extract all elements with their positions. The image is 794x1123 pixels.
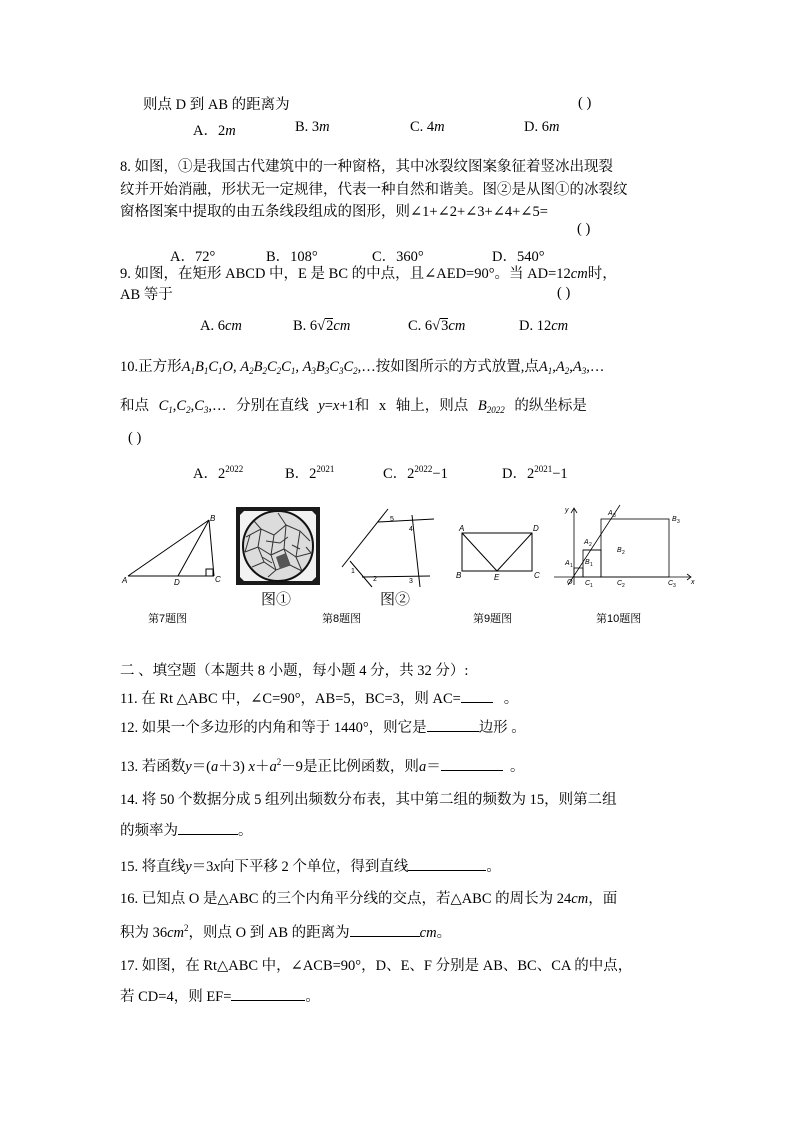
q9-option-d: D. 12cm bbox=[519, 318, 569, 334]
q9-line1: 9. 如图，在矩形 ABCD 中，E 是 BC 的中点，且∠AED=90°。当 AD=12cm时， bbox=[120, 266, 617, 282]
figure-10-caption: 第10题图 bbox=[596, 613, 642, 625]
svg-text:2: 2 bbox=[373, 576, 377, 583]
svg-text:3: 3 bbox=[613, 513, 616, 519]
svg-text:D: D bbox=[533, 525, 539, 533]
q9-option-b: B. 6√2cm bbox=[293, 318, 351, 334]
q7-option-d: D. 6m bbox=[524, 119, 560, 135]
q14-line1: 14. 将 50 个数据分成 5 组列出频数分布表，其中第二组的频数为 15，则第二组 bbox=[120, 792, 617, 808]
q13: 13. 若函数y＝(a＋3) $x+a^2-9$是正比例函数，则a＝ 。 bbox=[120, 757, 525, 775]
svg-text:3: 3 bbox=[409, 578, 413, 585]
figure-8-five-segments bbox=[340, 507, 436, 589]
svg-text:C: C bbox=[617, 580, 623, 587]
svg-text:A: A bbox=[459, 525, 465, 533]
svg-text:A: A bbox=[584, 539, 589, 546]
q10-line2: 和点 $C_1,C_2,C_3,\dots$ 分别在直线 y=x+1和 x 轴上，则点 $B_{2022}$ 的纵坐标是 bbox=[120, 398, 587, 415]
figure-8-caption: 第8题图 bbox=[322, 613, 362, 625]
q16-answer-blank[interactable] bbox=[350, 922, 420, 937]
q9-line2: AB 等于 bbox=[120, 287, 173, 303]
q13-answer-blank[interactable] bbox=[441, 756, 503, 771]
q8-line1: 8. 如图，①是我国古代建筑中的一种窗格，其中冰裂纹图案象征着竖冰出现裂 bbox=[120, 159, 613, 175]
q8-option-b: B．108° bbox=[266, 249, 318, 265]
svg-text:D: D bbox=[174, 578, 180, 586]
q14-answer-blank[interactable] bbox=[178, 820, 238, 835]
q15: 15. 将直线y＝3x向下平移 2 个单位，得到直线 。 bbox=[120, 856, 501, 877]
figure-8-label-1: 图① bbox=[261, 592, 292, 608]
svg-text:B: B bbox=[585, 559, 590, 566]
q8-paren: ( ) bbox=[577, 221, 591, 237]
svg-text:O: O bbox=[567, 579, 573, 586]
figure-9-rectangle bbox=[452, 525, 544, 581]
q8-line2: 纹并开始消融，形状无一定规律，代表一种自然和谐美。图②是从图①的冰裂纹 bbox=[120, 182, 628, 198]
q11: 11. 在 Rt △ABC 中，∠C=90°，AB=5，BC=3，则 AC= 。 bbox=[120, 688, 518, 709]
svg-text:E: E bbox=[494, 573, 500, 581]
q9-paren: ( ) bbox=[557, 285, 571, 301]
svg-text:2: 2 bbox=[589, 542, 592, 548]
svg-text:1: 1 bbox=[570, 563, 573, 569]
svg-text:C: C bbox=[668, 580, 674, 587]
q7-option-c: C. 4m bbox=[410, 119, 445, 135]
q7-option-b: B. 3m bbox=[295, 119, 330, 135]
q8-option-c: C．360° bbox=[372, 249, 424, 265]
q11-answer-blank[interactable] bbox=[461, 688, 493, 703]
figure-10-squares bbox=[554, 503, 696, 587]
q10-option-d: D．$2^{2021}-1$ bbox=[502, 464, 568, 482]
svg-text:1: 1 bbox=[351, 568, 355, 575]
svg-text:A: A bbox=[122, 576, 128, 585]
figure-9-caption: 第9题图 bbox=[473, 613, 513, 625]
q8-option-a: A．72° bbox=[170, 249, 216, 265]
figure-7-triangle bbox=[118, 512, 224, 586]
svg-text:C: C bbox=[534, 571, 540, 580]
q9-option-c: C. 6√3cm bbox=[408, 318, 466, 334]
svg-text:1: 1 bbox=[590, 562, 593, 568]
q17-line2: 若 CD=4，则 EF= 。 bbox=[120, 986, 320, 1007]
q12: 12. 如果一个多边形的内角和等于 1440°，则它是 边形 。 bbox=[120, 717, 526, 738]
q9-option-a: A. 6cm bbox=[200, 318, 242, 334]
svg-text:B: B bbox=[672, 516, 677, 523]
q14-line2: 的频率为 。 bbox=[120, 820, 253, 841]
svg-text:A: A bbox=[565, 560, 570, 567]
svg-text:B: B bbox=[617, 547, 622, 554]
svg-text:2: 2 bbox=[622, 583, 625, 587]
svg-text:B: B bbox=[456, 571, 462, 580]
svg-text:B: B bbox=[210, 514, 216, 523]
svg-text:2: 2 bbox=[622, 550, 625, 556]
q7-stem: 则点 D 到 AB 的距离为 bbox=[143, 97, 290, 113]
svg-text:3: 3 bbox=[673, 583, 676, 587]
q10-line3: ( ) bbox=[128, 430, 142, 446]
q8-line3: 窗格图案中提取的由五条线段组成的图形，则∠1+∠2+∠3+∠4+∠5= bbox=[120, 204, 548, 220]
svg-text:A: A bbox=[608, 510, 613, 517]
q10-option-a: A．$2^{2022}$ bbox=[193, 464, 244, 482]
svg-text:5: 5 bbox=[390, 516, 394, 523]
q15-answer-blank[interactable] bbox=[408, 856, 486, 871]
q16-line2: 积为 $36cm^2$，则点 O 到 AB 的距离为 cm。 bbox=[120, 923, 452, 941]
svg-text:1: 1 bbox=[590, 583, 593, 587]
q8-option-d: D．540° bbox=[492, 249, 545, 265]
q16-line1: 16. 已知点 O 是△ABC 的三个内角平分线的交点，若△ABC 的周长为 24cm，面 bbox=[120, 891, 618, 907]
q17-answer-blank[interactable] bbox=[231, 986, 305, 1001]
figure-8-window-lattice bbox=[236, 507, 320, 585]
svg-text:4: 4 bbox=[409, 526, 413, 533]
svg-text:C: C bbox=[215, 575, 221, 584]
q10-option-c: C．$2^{2022}-1$ bbox=[383, 464, 448, 482]
q7-option-a: A．2m bbox=[193, 123, 236, 139]
q10-line1: 10.正方形$A_1B_1C_1O$, $A_2B_2C_2C_1$, $A_3B_3C_3C_2,\dots$按如图所示的方式放置,点$A_1,A_2,A_3,\dots$ bbox=[120, 359, 605, 376]
q7-paren: ( ) bbox=[578, 95, 592, 111]
svg-text:x: x bbox=[691, 579, 695, 586]
figure-8-label-2: 图② bbox=[380, 592, 411, 608]
q12-answer-blank[interactable] bbox=[427, 717, 479, 732]
svg-text:C: C bbox=[585, 580, 591, 587]
q17-line1: 17. 如图，在 Rt△ABC 中，∠ACB=90°，D、E、F 分别是 AB、BC、CA 的中点， bbox=[120, 958, 633, 974]
figure-7-caption: 第7题图 bbox=[148, 613, 188, 625]
svg-text:3: 3 bbox=[677, 519, 680, 525]
section-2-heading: 二 、填空题（本题共 8 小题，每小题 4 分，共 32 分）: bbox=[120, 663, 469, 679]
q10-option-b: B．$2^{2021}$ bbox=[285, 464, 335, 482]
svg-text:y: y bbox=[565, 507, 569, 514]
